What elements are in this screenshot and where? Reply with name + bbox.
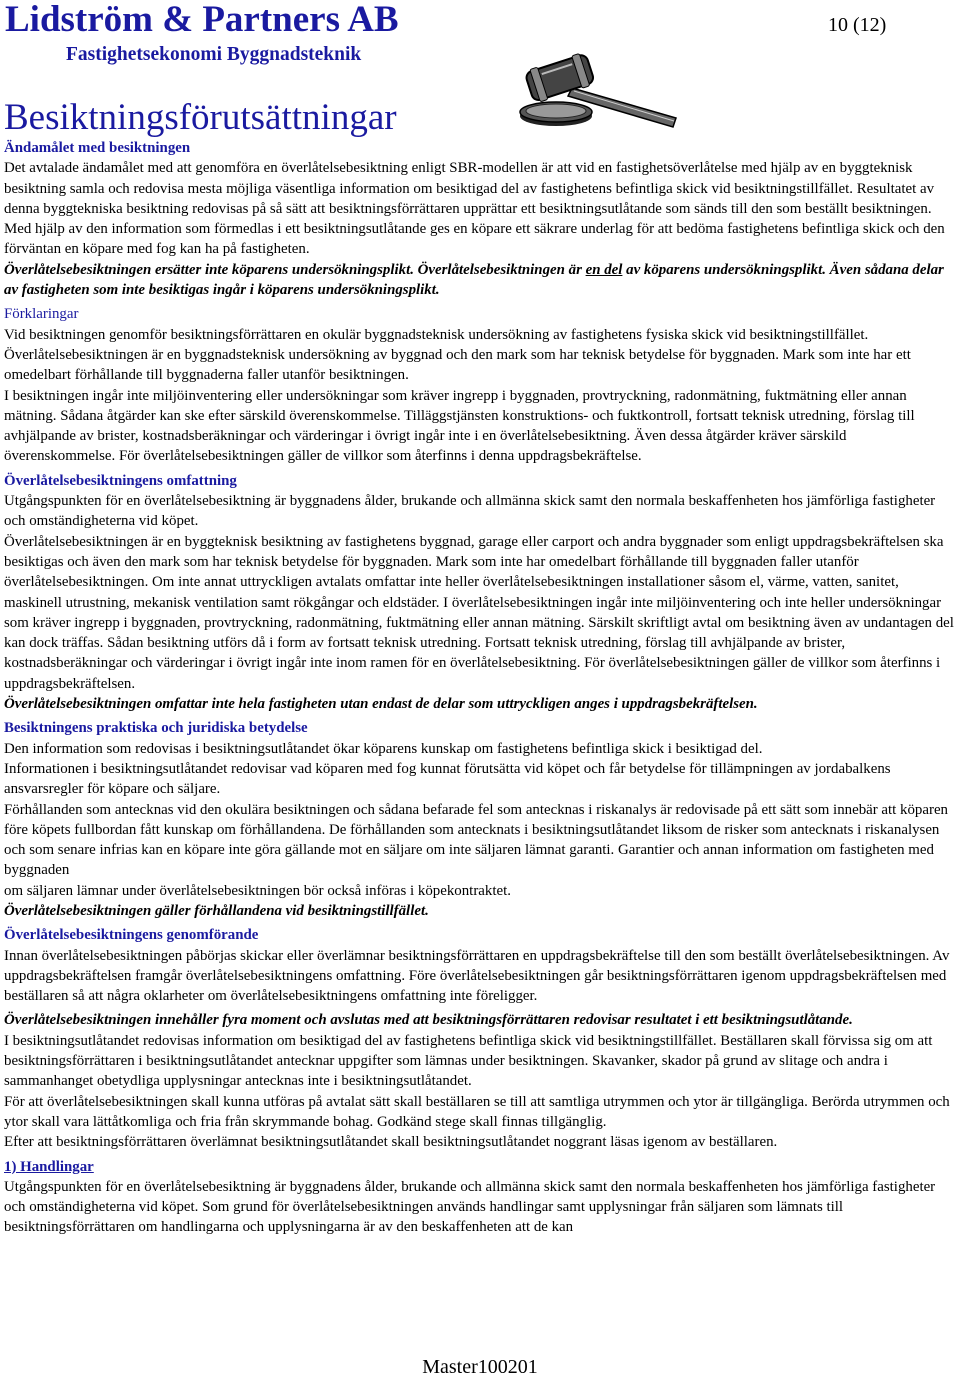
paragraph: För att överlåtelsebesiktningen skall kunna utföras på avtalat sätt skall beställaren se till att samtliga utrymmen och ytor är tillgängliga. Berörda utrymmen och ytor skall vara lättåtkomliga och fria från skrymmande bohag. Godkänd stege skall finnas tillgänglig. bbox=[4, 1093, 950, 1130]
page-number: 10 (12) bbox=[828, 14, 887, 36]
bold-italic-note: Överlåtelsebesiktningen omfattar inte hela fastigheten utan endast de delar som uttryckligen anges i uppdragsbekräftelsen. bbox=[4, 696, 758, 713]
paragraph: Utgångspunkten för en överlåtelsebesiktning är byggnadens ålder, brukande och allmänna skick samt den normala beskaffenheten hos jämförliga fastigheter och omständigheterna vid köpet. Som grund för överlåtelsebesiktningen används handlingar samt upplysningar från säljaren som lämnats till besiktningsförrättaren om handlingarna och upplysningarna är av den beskaffenheten att de kan bbox=[4, 1178, 936, 1236]
paragraph: I besiktningsutlåtandet redovisas information om besiktigad del av fastighetens befintliga skick vid besiktningstillfället. Beställaren skall förvissa sig om att besiktningsförrättaren i besiktningsutlåtandet antecknar uppgifter som lämnas under besiktningen. Skavanker, skador på grund av slitage och andra i sammanhanget obetydliga upplysningar antecknas inte i besiktningsutlåtandet. bbox=[4, 1032, 933, 1090]
paragraph: Innan överlåtelsebesiktningen påbörjas skickar eller överlämnar besiktningsförrättaren en uppdragsbekräftelse till den som beställt överlåtelsebesiktningen. Av uppdragsbekräftelsen framgår överlåtelsebesiktningens omfattning. Före överlåtelsebesiktningen går besiktningsförrättaren igenom uppdragsbekräftelsen med beställaren så att några oklarheter om överlåtelsebesiktningens omfattning inte föreligger. bbox=[4, 947, 950, 1005]
page-title: Besiktningsförutsättningar bbox=[4, 97, 397, 138]
company-name: Lidström & Partners AB bbox=[5, 0, 399, 40]
bold-italic-note: Överlåtelsebesiktningen gäller förhållandena vid besiktningstillfället. bbox=[4, 902, 429, 919]
section-heading-omfattning: Överlåtelsebesiktningens omfattning bbox=[4, 472, 237, 489]
paragraph: Informationen i besiktningsutlåtandet redovisar vad köparen med fog kunnat förutsätta vid köpet och får betydelse för tillämpningen av jordabalkens ansvarsregler för köpare och säljare. bbox=[4, 760, 891, 798]
paragraph: Det avtalade ändamålet med att genomföra en överlåtelsebesiktning enligt SBR-modellen är att vid en fastighetsöverlåtelse med hjälp av en byggteknisk besiktning samla och redovisa mesta möjliga väsentliga information om besiktigad del av fastighetens befintliga skick vid besiktningstillfället. Resultatet av denna byggtekniska besiktning redovisas på så sätt att besiktningsförrättaren upprättar ett besiktningsutlåtande som sänds till den som beställt besiktningen. Med hjälp av den information som förmedlas i ett besiktningsutlåtande ges en köpare ett säkrare underlag för att bedöma fastighetens befintliga skick och den förväntan en köpare med fog kan ha på fastigheten. bbox=[4, 160, 945, 258]
section-heading-andamalet: Ändamålet med besiktningen bbox=[4, 140, 191, 156]
section-heading-genomforande: Överlåtelsebesiktningens genomförande bbox=[4, 927, 259, 944]
paragraph: Efter att besiktningsförrättaren överlämnat besiktningsutlåtandet skall besiktningsutlåtandet noggrant läsas igenom av beställaren. bbox=[4, 1134, 778, 1151]
gavel-icon bbox=[514, 52, 684, 130]
section-heading-handlingar: 1) Handlingar bbox=[4, 1158, 94, 1175]
paragraph: Utgångspunkten för en överlåtelsebesiktning är byggnadens ålder, brukande och allmänna skick samt den normala beskaffenheten hos jämförliga fastigheter och omständigheterna vid köpet. bbox=[4, 493, 936, 530]
paragraph: om säljaren lämnar under överlåtelsebesiktningen bör också införas i köpekontraktet. bbox=[4, 882, 511, 899]
paragraph: I besiktningen ingår inte miljöinventering eller undersökningar som kräver ingrepp i byggnaden, provtryckning, radonmätning, fuktmätning eller annan mätning. Sådana åtgärder kan ske efter särskild överenskommelse. Tilläggstjänsten konstruktions- och fuktkontroll, fortsatt teknisk utredning, förslag till avhjälpande av brister, kostnadsberäkningar och värderingar i övrigt ingår inte i en överlåtelsebesiktning. Även dessa åtgärder kräver särskild överenskommelse. För överlåtelsebesiktningen gäller de villkor som återfinns i denna uppdragsbekräftelse. bbox=[4, 387, 915, 465]
paragraph: Vid besiktningen genomför besiktningsförrättaren en okulär byggnadsteknisk undersökning av fastighetens fysiska skick vid besiktningstillfället. Överlåtelsebesiktningen är en byggnadsteknisk undersökning av byggnad och den mark som har teknisk betydelse för byggnaden. Mark som inte har ett omedelbart förhållande till byggnaderna faller utanför besiktningen. bbox=[4, 326, 911, 384]
section-heading-praktiska: Besiktningens praktiska och juridiska betydelse bbox=[4, 720, 308, 737]
paragraph: Överlåtelsebesiktningen är en byggteknisk besiktning av fastighetens byggnad, garage eller carport och andra byggnader som enligt uppdragsbekräftelsen ska besiktigas och även den mark som har teknisk betydelse för byggnaden. Mark som inte har omedelbart förhållande till byggnaden faller utanför överlåtelsebesiktningen. Om inte annat uttryckligen avtalats omfattar inte heller överlåtelsebesiktningen installationer såsom el, värme, vatten, sanitet, maskinell utrustning, mekanisk ventilation samt rökgångar och eldstäder. I överlåtelsebesiktningen ingår inte miljöinventering och inte heller undersökningar som kräver ingrepp i byggnaden, provtryckning, radonmätning, fuktmätning eller annan mätning. Särskilt skriftligt avtal om besiktning även av undantagen del kan dock träffas. Sådan besiktning utförs då i form av fortsatt teknisk utredning. Fortsatt teknisk utredning, förslag till avhjälpande av brister, kostnadsberäkningar och värderingar i övrigt ingår inte inom ramen för en överlåtelsebesiktning. För överlåtelsebesiktningen gäller de villkor som återfinns i uppdragsbekräftelsen. bbox=[4, 533, 954, 692]
section-heading-forklaringar: Förklaringar bbox=[4, 306, 79, 323]
company-subtitle: Fastighetsekonomi Byggnadsteknik bbox=[66, 44, 362, 65]
paragraph: Den information som redovisas i besiktningsutlåtandet ökar köparens kunskap om fastighetens befintliga skick i besiktigad del. bbox=[4, 740, 763, 757]
footer-code: Master100201 bbox=[422, 1356, 538, 1378]
bold-italic-note: Överlåtelsebesiktningen ersätter inte köparens undersökningsplikt. Överlåtelsebesiktningen är en del av köparens undersökningsplikt. Även sådana delar av fastigheten som inte besiktigas ingår i köparens undersökningsplikt. bbox=[4, 261, 944, 299]
document-body bbox=[4, 138, 960, 1238]
paragraph: Förhållanden som antecknas vid den okulära besiktningen och sådana befarade fel som antecknas i riskanalys är redovisade på ett sätt som innebär att köparen före köpets fullbordan fått kunskap om förhållandena. De förhållanden som antecknats i besiktningsutlåtandet liksom de risker som antecknats i riskanalysen och som senare infrias kan en köpare inte göra gällande mot en säljare om inte säljaren lämnat garanti. Garantier och annan information om fastigheten med byggnaden bbox=[4, 801, 948, 879]
bold-italic-note: Överlåtelsebesiktningen innehåller fyra moment och avslutas med att besiktningsförrättaren redovisar resultatet i ett besiktningsutlåtande. bbox=[4, 1012, 853, 1029]
